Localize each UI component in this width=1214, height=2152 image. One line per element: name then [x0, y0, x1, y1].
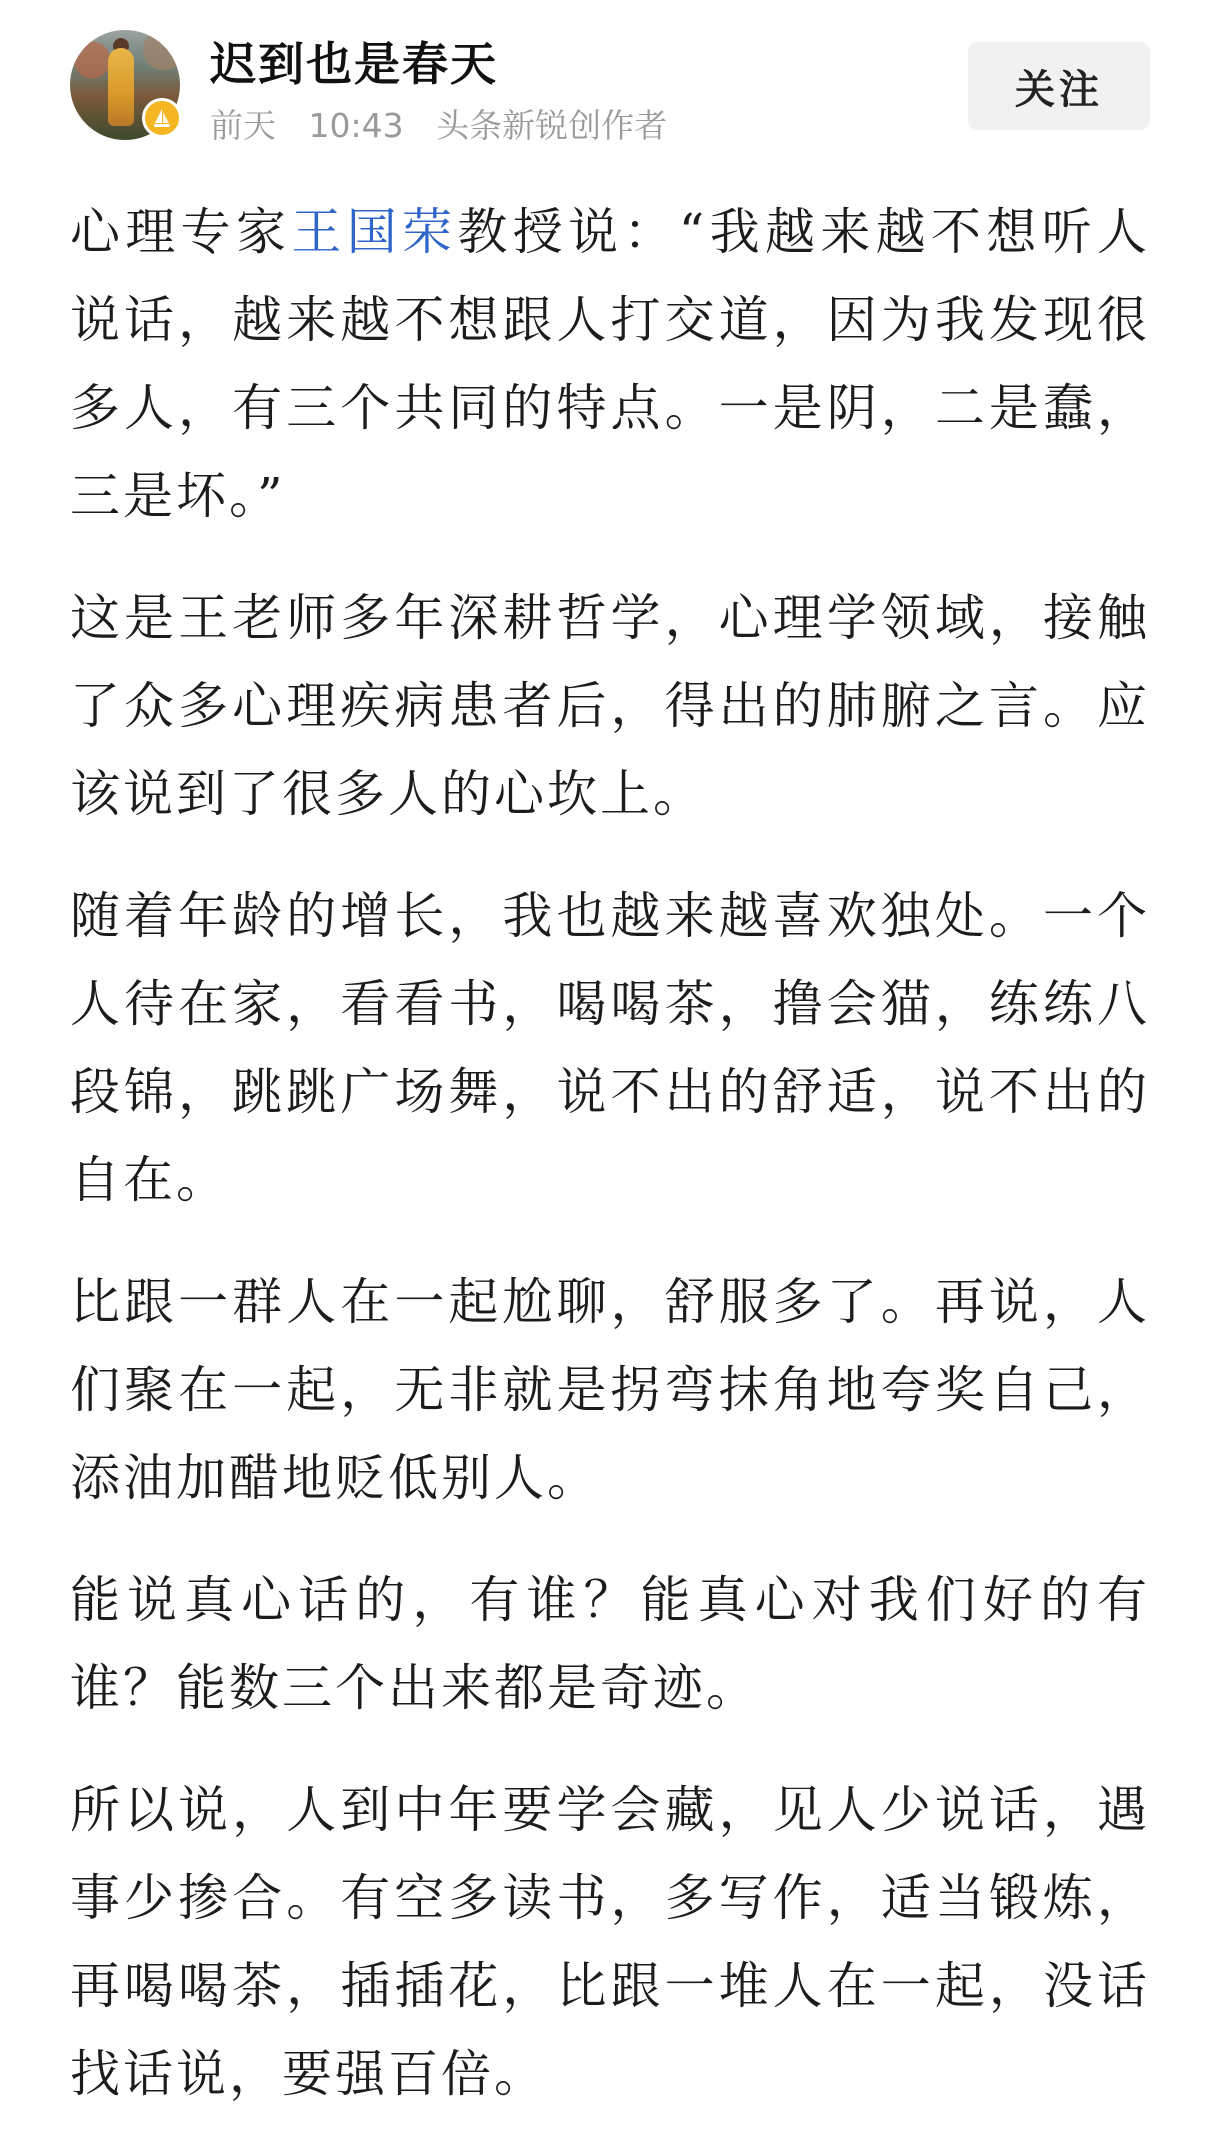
paragraph-2: 这是王老师多年深耕哲学，心理学领域，接触了众多心理疾病患者后，得出的肺腑之言。应该说到了很多人的心坎上。	[70, 589, 1150, 823]
follow-button[interactable]: 关注	[968, 42, 1150, 130]
expert-name-link[interactable]: 王国荣	[291, 203, 458, 261]
paragraph-4: 比跟一群人在一起尬聊，舒服多了。再说，人们聚在一起，无非就是拐弯抹角地夸奖自己，添油加醋地贬低别人。	[70, 1273, 1150, 1507]
creator-badge-icon	[142, 98, 182, 138]
post-day: 前天	[210, 106, 276, 145]
badge-glyph-icon	[151, 107, 173, 129]
paragraph-1-before: 心理专家	[70, 203, 292, 261]
author-title: 头条新锐创作者	[436, 106, 668, 145]
article-body	[70, 188, 1150, 2152]
paragraph-5: 能说真心话的，有谁？能真心对我们好的有谁？能数三个出来都是奇迹。	[70, 1571, 1150, 1717]
avatar-figure	[108, 48, 134, 126]
post-time: 10:43	[308, 106, 404, 145]
paragraph-1-after: 教授说：“我越来越不想听人说话，越来越不想跟人打交道，因为我发现很多人，有三个共同的特点。一是阴，二是蠢，三是坏。”	[70, 203, 1151, 525]
paragraph-1	[70, 188, 1150, 540]
author-name[interactable]: 迟到也是春天	[210, 37, 498, 91]
paragraph-6: 所以说，人到中年要学会藏，见人少说话，遇事少掺合。有空多读书，多写作，适当锻炼，再喝喝茶，插插花，比跟一堆人在一起，没话找话说，要强百倍。	[70, 1781, 1150, 2103]
post-meta	[210, 100, 689, 147]
post-header	[0, 0, 1214, 160]
paragraph-3: 随着年龄的增长，我也越来越喜欢独处。一个人待在家，看看书，喝喝茶，撸会猫，练练八段锦，跳跳广场舞，说不出的舒适，说不出的自在。	[70, 887, 1150, 1209]
